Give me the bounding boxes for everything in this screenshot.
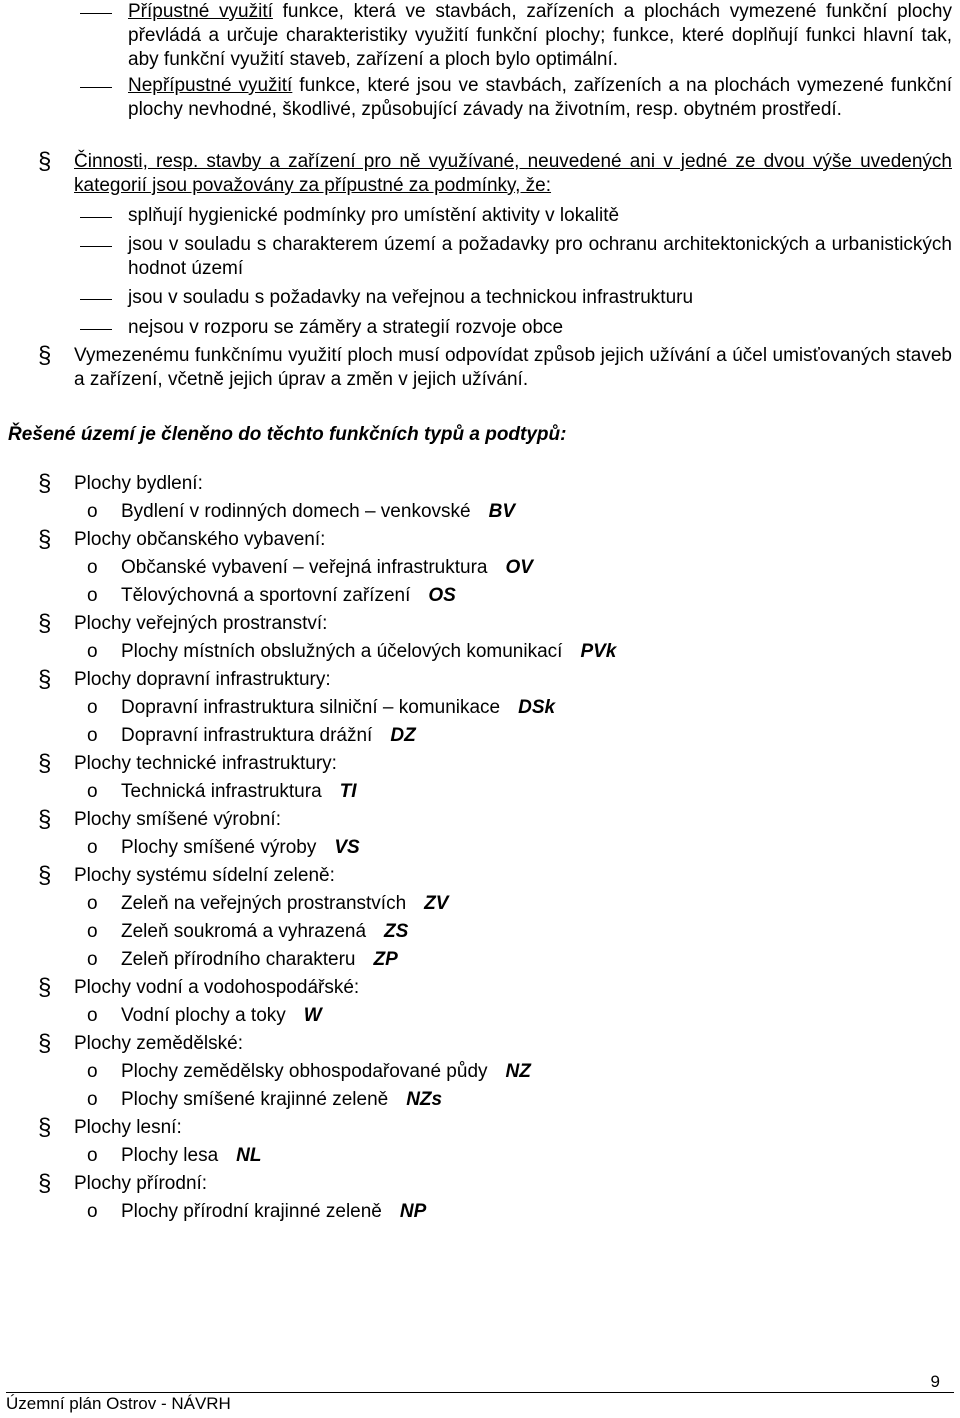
category-label: Plochy vodní a vodohospodářské: — [74, 977, 360, 998]
subtype-label: Tělovýchovná a sportovní zařízení — [121, 585, 411, 606]
subtype-code: DSk — [518, 697, 556, 718]
section-cinnosti — [38, 150, 952, 198]
subtype-label: Plochy místních obslužných a účelových komunikací — [121, 641, 563, 662]
subtype-label: Plochy smíšené výroby — [121, 837, 317, 858]
subtype-item — [87, 498, 515, 526]
page-number: 9 — [930, 1372, 940, 1391]
condition-item — [80, 286, 952, 310]
definition-item-pripustne — [80, 0, 952, 72]
subtype-item — [87, 1058, 531, 1086]
section-bullet: § — [38, 750, 52, 777]
subtype-item — [87, 1198, 426, 1226]
footer-document-title: Územní plán Ostrov - NÁVRH — [6, 1394, 231, 1413]
subtype-bullet: o — [87, 781, 98, 802]
category-item — [38, 526, 325, 554]
section-vymezenemu — [38, 344, 952, 392]
section-bullet: § — [38, 974, 52, 1001]
subtype-code: DZ — [390, 725, 416, 746]
dash-bullet — [80, 217, 112, 218]
subtype-label: Zeleň přírodního charakteru — [121, 949, 356, 970]
subtype-item — [87, 582, 456, 610]
category-label: Plochy zemědělské: — [74, 1033, 243, 1054]
category-item — [38, 470, 203, 498]
subtype-label: Dopravní infrastruktura silniční – komunikace — [121, 697, 501, 718]
condition-text: splňují hygienické podmínky pro umístění aktivity v lokalitě — [128, 205, 620, 226]
category-item — [38, 974, 359, 1002]
section-bullet: § — [38, 1114, 52, 1141]
subtype-code: NL — [236, 1145, 262, 1166]
condition-item — [80, 204, 952, 228]
subtype-code: NZ — [505, 1061, 531, 1082]
category-label: Plochy přírodní: — [74, 1173, 208, 1194]
subtype-bullet: o — [87, 1061, 98, 1082]
subtype-item — [87, 554, 533, 582]
subtype-bullet: o — [87, 1201, 98, 1222]
section-bullet: § — [38, 526, 52, 553]
subtype-label: Zeleň soukromá a vyhrazená — [121, 921, 367, 942]
subtype-item — [87, 834, 360, 862]
subtype-bullet: o — [87, 837, 98, 858]
section-bullet: § — [38, 666, 52, 693]
subtype-item — [87, 1002, 322, 1030]
category-label: Plochy technické infrastruktury: — [74, 753, 337, 774]
condition-text: jsou v souladu s požadavky na veřejnou a technickou infrastrukturu — [128, 287, 694, 308]
definition-description: funkce, která ve stavbách, zařízeních a plochách vymezené funkční plochy převládá a určuje charakteristiky využití funkční plochy; funkce, které doplňují funkci hlavní tak, aby funkční využití staveb, zařízení a ploch bylo optimální. — [128, 1, 952, 70]
subtype-code: VS — [334, 837, 360, 858]
cinnosti-text: Činnosti, resp. stavby a zařízení pro ně využívané, neuvedené ani v jedné ze dvou výše uvedených kategorií jsou považovány za přípustné za podmínky, že: — [74, 151, 952, 196]
subtype-label: Plochy lesa — [121, 1145, 219, 1166]
category-label: Plochy systému sídelní zeleně: — [74, 865, 335, 886]
subtype-item — [87, 722, 416, 750]
definition-text — [128, 74, 952, 122]
condition-text: jsou v souladu s charakterem území a požadavky pro ochranu architektonických a urbanistických hodnot území — [128, 234, 952, 279]
subtype-label: Plochy smíšené krajinné zeleně — [121, 1089, 389, 1110]
subtype-bullet: o — [87, 585, 98, 606]
category-label: Plochy bydlení: — [74, 473, 203, 494]
subtype-bullet: o — [87, 1089, 98, 1110]
subtype-item — [87, 1142, 262, 1170]
category-label: Plochy lesní: — [74, 1117, 182, 1138]
definition-description: funkce, které jsou ve stavbách, zařízeních a na plochách vymezené funkční plochy nevhodné, škodlivé, způsobující závady na životním, resp. obytném prostředí. — [128, 75, 952, 120]
subtype-bullet: o — [87, 725, 98, 746]
category-item — [38, 1030, 243, 1058]
category-item — [38, 666, 331, 694]
subtype-code: NP — [399, 1201, 427, 1222]
category-item — [38, 750, 337, 778]
footer-divider — [6, 1392, 954, 1393]
category-label: Plochy smíšené výrobní: — [74, 809, 281, 830]
subtype-code: BV — [488, 501, 515, 522]
subtype-bullet: o — [87, 697, 98, 718]
subtype-label: Technická infrastruktura — [121, 781, 322, 802]
category-label: Plochy dopravní infrastruktury: — [74, 669, 331, 690]
category-item — [38, 1170, 207, 1198]
section-bullet: § — [38, 470, 52, 497]
subtype-item — [87, 918, 408, 946]
subtype-label: Plochy zemědělsky obhospodařované půdy — [121, 1061, 488, 1082]
subtype-bullet: o — [87, 921, 98, 942]
subtype-bullet: o — [87, 1145, 98, 1166]
subtype-bullet: o — [87, 641, 98, 662]
subtype-item — [87, 946, 398, 974]
subtype-code: ZV — [424, 893, 449, 914]
category-item — [38, 1114, 182, 1142]
definition-term: Nepřípustné využití — [128, 75, 293, 96]
section-bullet: § — [38, 148, 52, 175]
section-bullet: § — [38, 342, 52, 369]
definition-text — [128, 0, 952, 72]
dash-bullet — [80, 87, 112, 88]
category-label: Plochy občanského vybavení: — [74, 529, 326, 550]
subtype-label: Plochy přírodní krajinné zeleně — [121, 1201, 382, 1222]
dash-bullet — [80, 13, 112, 14]
category-label: Plochy veřejných prostranství: — [74, 613, 328, 634]
condition-item — [80, 316, 952, 340]
dash-bullet — [80, 299, 112, 300]
category-item — [38, 806, 281, 834]
section-bullet: § — [38, 1030, 52, 1057]
definition-term: Přípustné využití — [128, 1, 273, 22]
condition-text: nejsou v rozporu se záměry a strategií rozvoje obce — [128, 317, 564, 338]
subtype-bullet: o — [87, 501, 98, 522]
subtype-item — [87, 638, 616, 666]
condition-item — [80, 233, 952, 281]
subtype-code: OS — [428, 585, 456, 606]
subtype-code: NZs — [406, 1089, 443, 1110]
section-bullet: § — [38, 862, 52, 889]
section-bullet: § — [38, 1170, 52, 1197]
subtype-item — [87, 694, 555, 722]
subtype-label: Dopravní infrastruktura drážní — [121, 725, 373, 746]
subtype-label: Občanské vybavení – veřejná infrastruktura — [121, 557, 488, 578]
category-item — [38, 610, 327, 638]
subtype-code: OV — [505, 557, 533, 578]
section-bullet: § — [38, 806, 52, 833]
subtype-code: ZP — [373, 949, 398, 970]
subtype-bullet: o — [87, 893, 98, 914]
vymezenemu-text: Vymezenému funkčnímu využití ploch musí odpovídat způsob jejich užívání a účel umisťovaných staveb a zařízení, včetně jejich úprav a změn v jejich užívání. — [74, 345, 952, 390]
subtype-item — [87, 778, 357, 806]
subtype-code: ZS — [384, 921, 409, 942]
subtype-code: PVk — [580, 641, 617, 662]
definition-item-nepripustne — [80, 74, 952, 122]
subtype-bullet: o — [87, 1005, 98, 1026]
subtype-item — [87, 890, 448, 918]
subtype-bullet: o — [87, 949, 98, 970]
category-item — [38, 862, 335, 890]
dash-bullet — [80, 329, 112, 330]
subtype-label: Bydlení v rodinných domech – venkovské — [121, 501, 471, 522]
subtype-item — [87, 1086, 442, 1114]
subtype-bullet: o — [87, 557, 98, 578]
dash-bullet — [80, 246, 112, 247]
subtype-label: Zeleň na veřejných prostranstvích — [121, 893, 407, 914]
subtype-code: TI — [339, 781, 357, 802]
section-heading: Řešené území je členěno do těchto funkčních typů a podtypů: — [8, 424, 567, 445]
section-bullet: § — [38, 610, 52, 637]
subtype-label: Vodní plochy a toky — [121, 1005, 286, 1026]
subtype-code: W — [303, 1005, 322, 1026]
